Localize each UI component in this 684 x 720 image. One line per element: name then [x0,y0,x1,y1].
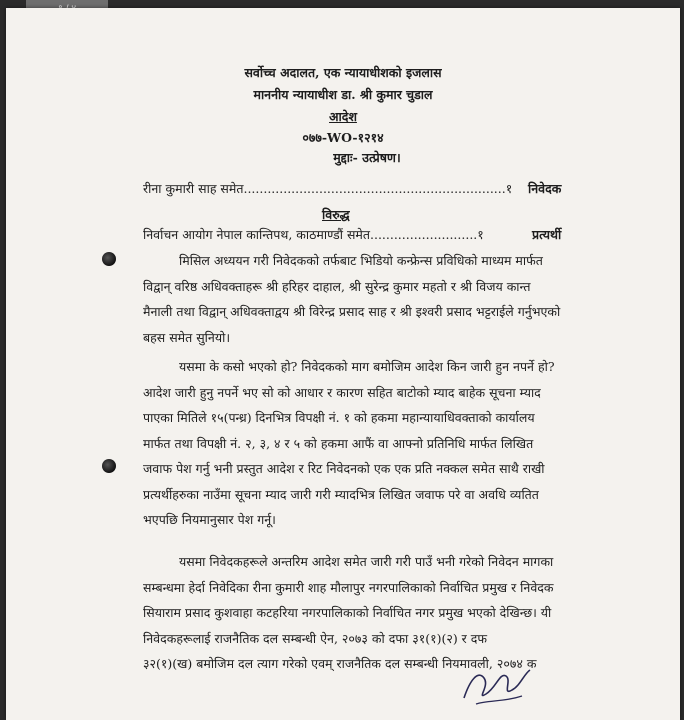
paragraph-line: ३२(१)(ख) बमोजिम दल त्याग गरेको एवम् राजनैतिक दल सम्बन्धी नियमावली, २०७४ क [143,656,537,671]
paragraph-hearing [143,248,595,350]
paragraph-line: यसमा के कसो भएको हो? निवेदकको माग बमोजिम आदेश किन जारी हुन नपर्ने हो? [179,359,555,374]
paragraph-line: आदेश जारी हुनु नपर्ने भए सो को आधार र कारण सहित बाटोको म्याद बाहेक सूचना म्याद [143,384,541,400]
respondent-name: निर्वाचन आयोग नेपाल कान्तिपथ, काठमाण्डौं समेत...........................१ [143,227,484,242]
handwritten-signature [456,660,536,708]
petitioner-role: निवेदक [528,181,562,196]
paragraph-line: मार्फत तथा विपक्षी नं. २, ३, ४ र ५ को हकमा आफैं वा आफ्नो प्रतिनिधि मार्फत लिखित [143,435,534,451]
judge-name: माननीय न्यायाधीश डा. श्री कुमार चुडाल [253,87,433,102]
paragraph-order [143,354,595,533]
paragraph-line: बहस समेत सुनियो। [143,329,231,345]
paragraph-line: प्रत्यर्थीहरुका नाउँमा सूचना म्याद जारी गरी म्यादभित्र लिखित जवाफ परे वा अवधि व्यतित [143,486,539,502]
paragraph-line: मैनाली तथा विद्वान् अधिवक्ताद्वय श्री विरेन्द्र प्रसाद साह र श्री इश्वरी प्रसाद भट्टराईले गर्नुभएको [143,304,561,319]
paragraph-line: भएपछि नियमानुसार पेश गर्नू। [143,512,276,527]
order-title: आदेश [329,109,357,124]
paragraph-line: जवाफ पेश गर्नु भनी प्रस्तुत आदेश र रिट निवेदनको एक एक प्रति नक्कल समेत साथै राखी [143,461,545,476]
paragraph-line: सम्बन्धमा हेर्दा निवेदिका रीना कुमारी शाह मौलापुर नगरपालिकाको निर्वाचित प्रमुख र निवेदक [143,579,554,595]
paragraph-line: सियाराम प्रसाद कुशवाहा कटहरिया नगरपालिकाको निर्वाचित नगर प्रमुख भएको देखिन्छ। यी [143,605,552,620]
paragraph-line: विद्वान् वरिष्ठ अधिवक्ताहरू श्री हरिहर दाहाल, श्री सुरेन्द्र कुमार महतो र श्री विजय कान्त [143,278,531,294]
punch-hole-icon [102,252,116,266]
paragraph-line: पाएका मितिले १५(पन्ध्र) दिनभित्र विपक्षी नं. १ को हकमा महान्यायाधिवक्ताको कार्यालय [143,410,535,425]
document-page [6,8,680,720]
case-subject: मुद्दाः- उत्प्रेषण। [333,150,401,165]
case-number: ०७७-WO-१२१४ [302,130,384,145]
paragraph-line: निवेदकहरूलाई राजनैतिक दल सम्बन्धी ऐन, २०७३ को दफा ३१(१)(२) र दफ [143,630,488,646]
versus-label: विरुद्ध [322,207,350,222]
respondent-role: प्रत्यर्थी [532,227,562,242]
punch-hole-icon [102,459,116,473]
paragraph-interim [143,549,595,677]
petitioner-name: रीना कुमारी साह समेत..................................................................१ [143,181,513,196]
paragraph-line: यसमा निवेदकहरूले अन्तरिम आदेश समेत जारी गरी पाउँ भनी गरेको निवेदन मागका [179,554,554,569]
court-heading: सर्वोच्च अदालत, एक न्यायाधीशको इजलास [244,65,442,80]
paragraph-line: मिसिल अध्ययन गरी निवेदकको तर्फबाट भिडियो कन्फ्रेन्स प्रविधिको माध्यम मार्फत [179,253,543,268]
